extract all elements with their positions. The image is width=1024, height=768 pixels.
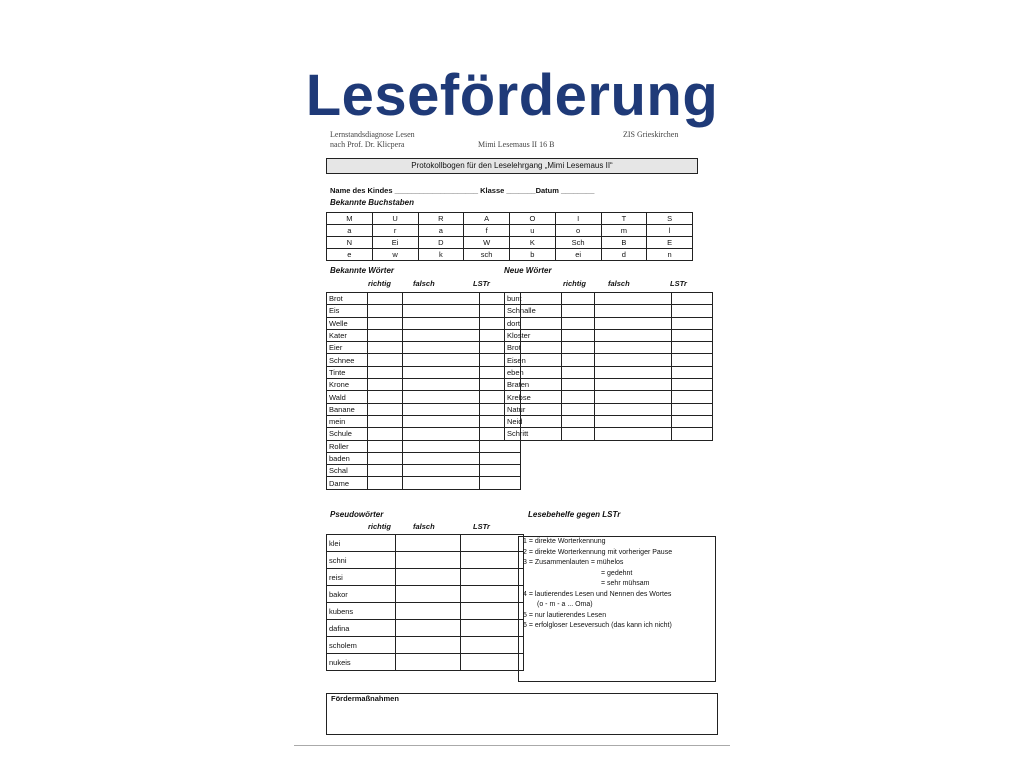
known-col-richtig: richtig	[368, 279, 391, 288]
rating-cell[interactable]	[403, 477, 480, 489]
pseudo-word-row	[327, 552, 524, 569]
word-cell: mein	[327, 415, 368, 427]
rating-cell[interactable]	[461, 637, 524, 654]
letters-table	[326, 212, 693, 261]
rating-cell[interactable]	[396, 654, 461, 671]
rating-cell[interactable]	[595, 342, 672, 354]
letter-cell: f	[464, 225, 510, 237]
letter-cell: r	[372, 225, 418, 237]
header-left-2: nach Prof. Dr. Klicpera	[330, 140, 405, 149]
new-word-row	[505, 403, 713, 415]
word-cell: Kloster	[505, 329, 562, 341]
rating-cell[interactable]	[480, 465, 521, 477]
letter-cell: D	[418, 237, 464, 249]
known-word-row	[327, 329, 521, 341]
rating-cell[interactable]	[368, 403, 403, 415]
letter-cell: d	[601, 249, 647, 261]
word-cell: Schal	[327, 465, 368, 477]
header-right: ZIS Grieskirchen	[623, 130, 679, 139]
slide-title: Leseförderung	[305, 63, 719, 128]
pseudo-word-row	[327, 535, 524, 552]
known-word-row	[327, 440, 521, 452]
rating-legend	[518, 536, 716, 682]
rating-cell[interactable]	[595, 379, 672, 391]
word-cell: klei	[327, 535, 396, 552]
new-col-falsch: falsch	[608, 279, 630, 288]
new-word-row	[505, 305, 713, 317]
pseudo-word-row	[327, 603, 524, 620]
letter-cell: Ei	[372, 237, 418, 249]
new-word-row	[505, 354, 713, 366]
rating-cell[interactable]	[368, 440, 403, 452]
new-word-row	[505, 329, 713, 341]
letter-cell: Sch	[555, 237, 601, 249]
rating-cell[interactable]	[672, 342, 713, 354]
known-word-row	[327, 415, 521, 427]
rating-cell[interactable]	[562, 391, 595, 403]
rating-cell[interactable]	[461, 654, 524, 671]
letter-cell: U	[372, 213, 418, 225]
foerder-box	[326, 693, 718, 735]
rating-cell[interactable]	[403, 366, 480, 378]
pseudo-word-row	[327, 586, 524, 603]
rating-cell[interactable]	[368, 354, 403, 366]
word-cell: bakor	[327, 586, 396, 603]
rating-cell[interactable]	[403, 293, 480, 305]
rating-cell[interactable]	[368, 452, 403, 464]
rating-cell[interactable]	[403, 342, 480, 354]
pseudo-col-lstr: LSTr	[473, 522, 490, 531]
rating-cell[interactable]	[403, 317, 480, 329]
letter-cell: o	[555, 225, 601, 237]
word-cell: Welle	[327, 317, 368, 329]
letter-cell: a	[418, 225, 464, 237]
letter-cell: M	[327, 213, 373, 225]
word-cell: Eier	[327, 342, 368, 354]
protocol-banner: Protokollbogen für den Leselehrgang „Mimi Lesemaus II“	[326, 158, 698, 174]
word-cell: Neid	[505, 415, 562, 427]
word-cell: Natur	[505, 403, 562, 415]
letter-cell: E	[647, 237, 693, 249]
pseudo-word-row	[327, 654, 524, 671]
new-word-row	[505, 415, 713, 427]
rating-cell[interactable]	[396, 569, 461, 586]
word-cell: Krebse	[505, 391, 562, 403]
known-word-row	[327, 293, 521, 305]
known-word-row	[327, 317, 521, 329]
known-word-row	[327, 342, 521, 354]
rating-cell[interactable]	[368, 366, 403, 378]
letter-cell: sch	[464, 249, 510, 261]
known-word-row	[327, 354, 521, 366]
word-cell: Brot	[505, 342, 562, 354]
word-cell: Braten	[505, 379, 562, 391]
rating-cell[interactable]	[672, 354, 713, 366]
rating-cell[interactable]	[480, 477, 521, 489]
rating-cell[interactable]	[403, 403, 480, 415]
new-word-row	[505, 428, 713, 440]
rating-cell[interactable]	[672, 366, 713, 378]
pseudo-word-row	[327, 620, 524, 637]
letter-cell: S	[647, 213, 693, 225]
rating-cell[interactable]	[595, 305, 672, 317]
rating-cell[interactable]	[403, 329, 480, 341]
rating-cell[interactable]	[595, 391, 672, 403]
rating-cell[interactable]	[562, 379, 595, 391]
legend-line: = sehr mühsam	[601, 580, 650, 587]
letter-cell: m	[601, 225, 647, 237]
letter-cell: a	[327, 225, 373, 237]
known-word-row	[327, 366, 521, 378]
strategy-label: Lesebehelfe gegen LSTr	[528, 510, 621, 519]
rating-cell[interactable]	[368, 317, 403, 329]
letter-cell: N	[327, 237, 373, 249]
rating-cell[interactable]	[396, 535, 461, 552]
rating-cell[interactable]	[595, 428, 672, 440]
rating-cell[interactable]	[403, 465, 480, 477]
rating-cell[interactable]	[403, 305, 480, 317]
rating-cell[interactable]	[461, 569, 524, 586]
rating-cell[interactable]	[368, 477, 403, 489]
known-word-row	[327, 477, 521, 489]
letter-cell: k	[418, 249, 464, 261]
rating-cell[interactable]	[368, 391, 403, 403]
pseudo-words-table	[326, 534, 524, 671]
letter-cell: A	[464, 213, 510, 225]
rating-cell[interactable]	[562, 329, 595, 341]
known-col-lstr: LSTr	[473, 279, 490, 288]
word-cell: dafina	[327, 620, 396, 637]
word-cell: nukeis	[327, 654, 396, 671]
rating-cell[interactable]	[562, 317, 595, 329]
word-cell: Schnalle	[505, 305, 562, 317]
rating-cell[interactable]	[595, 415, 672, 427]
pseudo-word-row	[327, 637, 524, 654]
legend-line: 6 = erfolgloser Leseversuch (das kann ich nicht)	[523, 622, 672, 629]
rating-cell[interactable]	[562, 305, 595, 317]
word-cell: Tinte	[327, 366, 368, 378]
rating-cell[interactable]	[672, 293, 713, 305]
legend-line: (o - m - a ... Oma)	[537, 601, 593, 608]
known-word-row	[327, 452, 521, 464]
rating-cell[interactable]	[461, 603, 524, 620]
word-cell: Eis	[327, 305, 368, 317]
rating-cell[interactable]	[595, 293, 672, 305]
rating-cell[interactable]	[672, 415, 713, 427]
rating-cell[interactable]	[403, 379, 480, 391]
protocol-sheet	[318, 120, 728, 748]
new-word-row	[505, 379, 713, 391]
rating-cell[interactable]	[672, 305, 713, 317]
letter-cell: T	[601, 213, 647, 225]
legend-line: = gedehnt	[601, 569, 633, 577]
rating-cell[interactable]	[461, 535, 524, 552]
letter-cell: n	[647, 249, 693, 261]
word-cell: Schnee	[327, 354, 368, 366]
known-word-row	[327, 403, 521, 415]
new-word-row	[505, 342, 713, 354]
legend-line: 3 = Zusammenlauten = mühelos	[523, 559, 624, 566]
rating-cell[interactable]	[562, 354, 595, 366]
known-word-row	[327, 305, 521, 317]
letter-cell: u	[510, 225, 556, 237]
letter-cell: K	[510, 237, 556, 249]
rating-cell[interactable]	[595, 317, 672, 329]
bottom-divider	[294, 745, 730, 746]
word-cell: bunt	[505, 293, 562, 305]
word-cell: Schule	[327, 428, 368, 440]
rating-cell[interactable]	[480, 452, 521, 464]
rating-cell[interactable]	[562, 428, 595, 440]
rating-cell[interactable]	[595, 354, 672, 366]
word-cell: Wald	[327, 391, 368, 403]
rating-cell[interactable]	[368, 293, 403, 305]
rating-cell[interactable]	[672, 379, 713, 391]
header-center: Mimi Lesemaus II 16 B	[478, 140, 555, 149]
pseudo-word-row	[327, 569, 524, 586]
known-word-row	[327, 465, 521, 477]
new-word-row	[505, 293, 713, 305]
new-words-label: Neue Wörter	[504, 266, 552, 275]
header-left-1: Lernstandsdiagnose Lesen	[330, 130, 415, 139]
word-cell: dort	[505, 317, 562, 329]
letter-cell: W	[464, 237, 510, 249]
legend-line: 2 = direkte Worterkennung mit vorheriger Pause	[523, 548, 673, 556]
rating-cell[interactable]	[562, 366, 595, 378]
known-col-falsch: falsch	[413, 279, 435, 288]
rating-cell[interactable]	[672, 391, 713, 403]
rating-cell[interactable]	[461, 586, 524, 603]
letter-cell: O	[510, 213, 556, 225]
rating-cell[interactable]	[368, 428, 403, 440]
word-cell: Banane	[327, 403, 368, 415]
rating-cell[interactable]	[403, 354, 480, 366]
rating-cell[interactable]	[595, 366, 672, 378]
pseudo-col-falsch: falsch	[413, 522, 435, 531]
rating-cell[interactable]	[403, 440, 480, 452]
rating-cell[interactable]	[368, 305, 403, 317]
rating-cell[interactable]	[403, 452, 480, 464]
new-word-row	[505, 317, 713, 329]
known-word-row	[327, 428, 521, 440]
rating-cell[interactable]	[368, 342, 403, 354]
rating-cell[interactable]	[562, 342, 595, 354]
name-line: Name des Kindes ____________________ Klasse _______Datum ________	[330, 186, 595, 195]
letter-cell: I	[555, 213, 601, 225]
rating-cell[interactable]	[562, 293, 595, 305]
rating-cell[interactable]	[461, 620, 524, 637]
new-col-lstr: LSTr	[670, 279, 687, 288]
rating-cell[interactable]	[562, 403, 595, 415]
rating-cell[interactable]	[672, 329, 713, 341]
legend-line: 1 = direkte Worterkennung	[523, 538, 606, 545]
known-words-table	[326, 292, 521, 490]
letters-row	[327, 213, 693, 225]
letters-row	[327, 225, 693, 237]
legend-line: 4 = lautierendes Lesen und Nennen des Wortes	[523, 590, 672, 598]
rating-cell[interactable]	[396, 637, 461, 654]
rating-cell[interactable]	[403, 415, 480, 427]
word-cell: Dame	[327, 477, 368, 489]
rating-cell[interactable]	[368, 465, 403, 477]
letters-label: Bekannte Buchstaben	[330, 198, 415, 207]
letter-cell: B	[601, 237, 647, 249]
rating-cell[interactable]	[480, 440, 521, 452]
rating-cell[interactable]	[368, 379, 403, 391]
word-cell: Schritt	[505, 428, 562, 440]
letter-cell: R	[418, 213, 464, 225]
rating-cell[interactable]	[403, 391, 480, 403]
word-cell: Eisen	[505, 354, 562, 366]
rating-cell[interactable]	[672, 403, 713, 415]
word-cell: schni	[327, 552, 396, 569]
rating-cell[interactable]	[461, 552, 524, 569]
rating-cell[interactable]	[595, 403, 672, 415]
letter-cell: w	[372, 249, 418, 261]
rating-cell[interactable]	[562, 415, 595, 427]
legend-line: 5 = nur lautierendes Lesen	[523, 611, 607, 619]
letters-row	[327, 249, 693, 261]
rating-cell[interactable]	[396, 603, 461, 620]
rating-cell[interactable]	[595, 329, 672, 341]
word-cell: Krone	[327, 379, 368, 391]
word-cell: reisi	[327, 569, 396, 586]
letter-cell: b	[510, 249, 556, 261]
known-word-row	[327, 379, 521, 391]
known-words-label: Bekannte Wörter	[330, 266, 395, 275]
rating-cell[interactable]	[396, 620, 461, 637]
letter-cell: ei	[555, 249, 601, 261]
rating-cell[interactable]	[672, 428, 713, 440]
word-cell: kubens	[327, 603, 396, 620]
rating-cell[interactable]	[396, 586, 461, 603]
word-cell: Kater	[327, 329, 368, 341]
new-col-richtig: richtig	[563, 279, 586, 288]
letter-cell: l	[647, 225, 693, 237]
pseudo-label: Pseudowörter	[330, 510, 384, 519]
word-cell: Brot	[327, 293, 368, 305]
new-word-row	[505, 366, 713, 378]
letter-cell: e	[327, 249, 373, 261]
word-cell: eben	[505, 366, 562, 378]
rating-cell[interactable]	[396, 552, 461, 569]
foerder-label: Fördermaßnahmen	[331, 694, 399, 703]
word-cell: baden	[327, 452, 368, 464]
rating-cell[interactable]	[672, 317, 713, 329]
rating-cell[interactable]	[368, 415, 403, 427]
known-word-row	[327, 391, 521, 403]
rating-cell[interactable]	[368, 329, 403, 341]
word-cell: Roller	[327, 440, 368, 452]
new-words-table	[504, 292, 713, 441]
letters-row	[327, 237, 693, 249]
rating-cell[interactable]	[403, 428, 480, 440]
new-word-row	[505, 391, 713, 403]
word-cell: scholem	[327, 637, 396, 654]
pseudo-col-richtig: richtig	[368, 522, 391, 531]
